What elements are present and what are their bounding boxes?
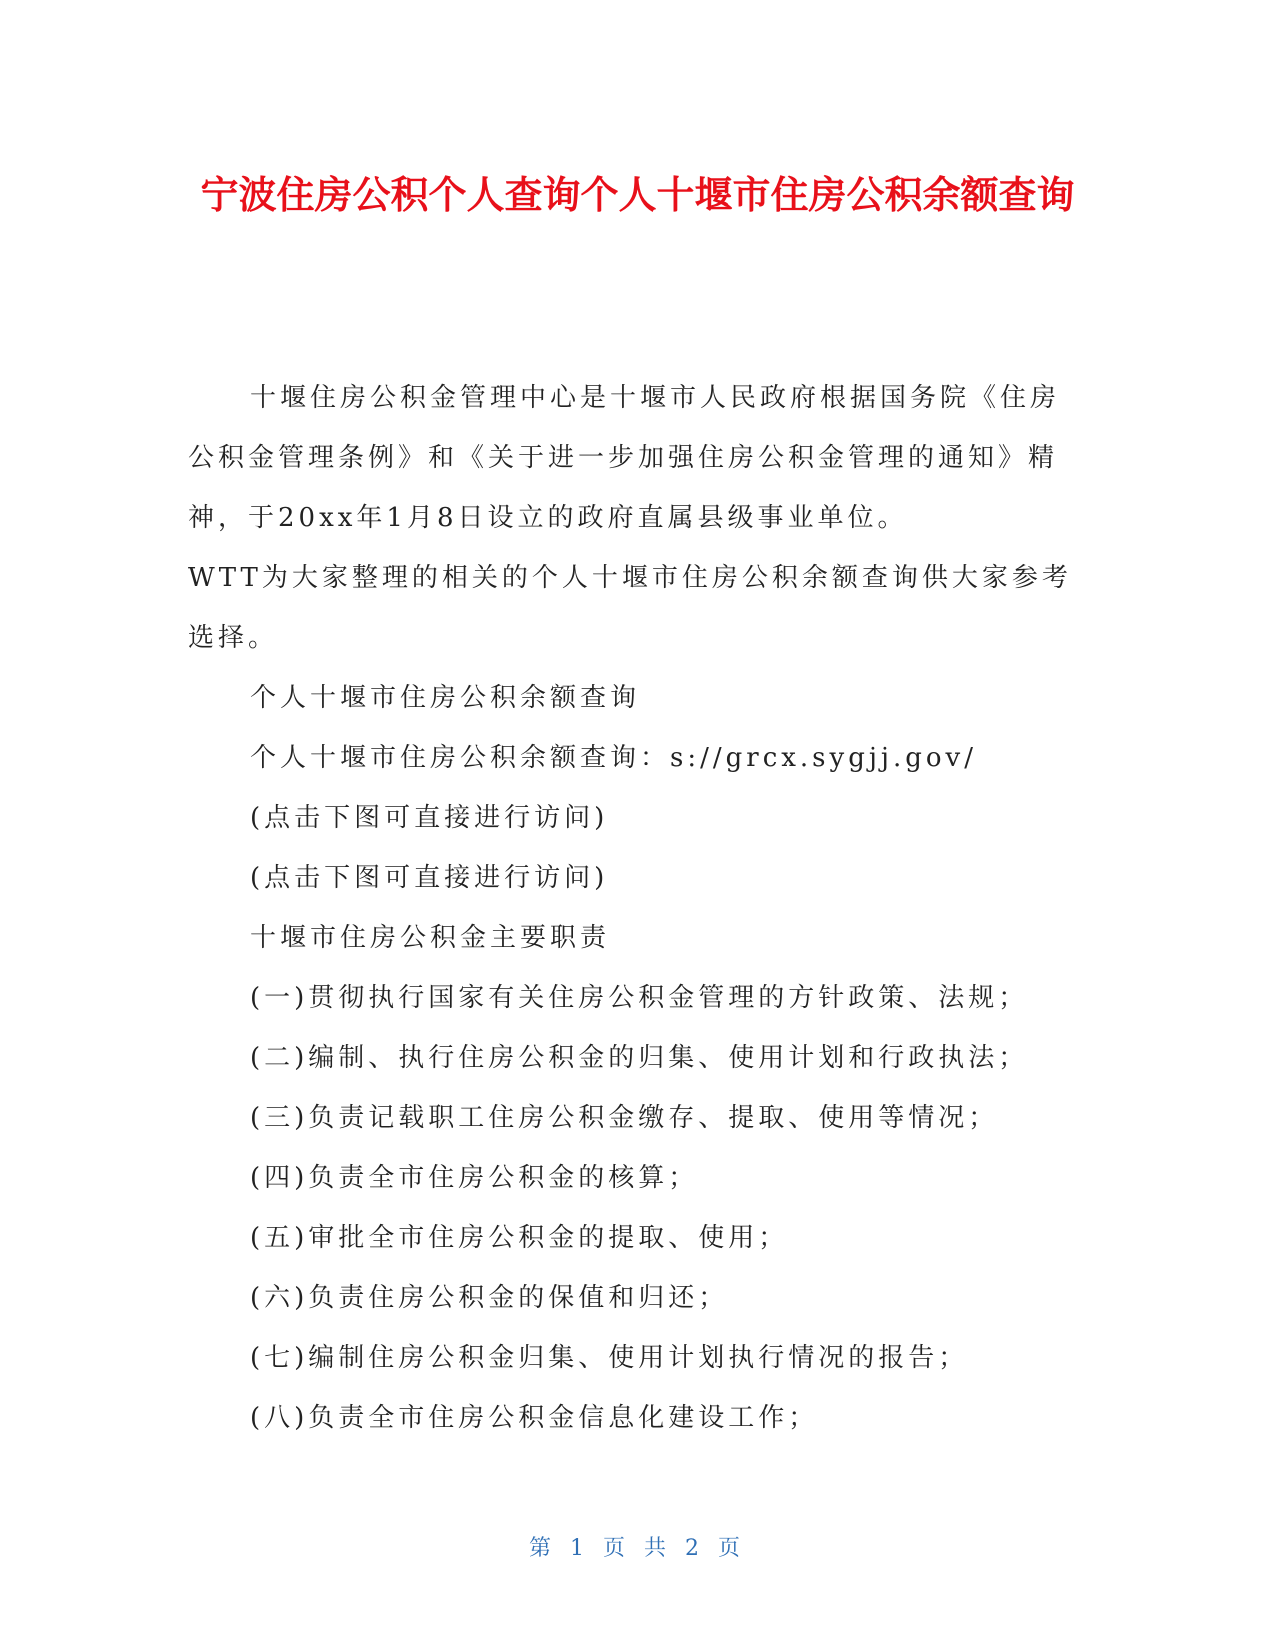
page-number-footer: 第 1 页 共 2 页 bbox=[529, 1536, 746, 1561]
reference-paragraph: WTT为大家整理的相关的个人十堰市住房公积余额查询供大家参考选择。 bbox=[188, 563, 1072, 653]
section-heading-query: 个人十堰市住房公积余额查询 bbox=[250, 683, 641, 713]
duty-item: (四)负责全市住房公积金的核算； bbox=[250, 1163, 699, 1193]
intro-paragraph: 十堰住房公积金管理中心是十堰市人民政府根据国务院《住房公积金管理条例》和《关于进一步加强住房公积金管理的通知》精神，于20xx年1月8日设立的政府直属县级事业单位。 bbox=[188, 383, 1061, 533]
document-title: 宁波住房公积个人查询个人十堰市住房公积余额查询 bbox=[200, 173, 1075, 217]
click-hint-line: (点击下图可直接进行访问) bbox=[250, 803, 609, 833]
duty-item: (一)贯彻执行国家有关住房公积金管理的方针政策、法规； bbox=[250, 983, 1029, 1013]
duty-item: (六)负责住房公积金的保值和归还； bbox=[250, 1283, 729, 1313]
document-body bbox=[188, 368, 1078, 1448]
click-hint-line: (点击下图可直接进行访问) bbox=[250, 863, 609, 893]
section-heading-duties: 十堰市住房公积金主要职责 bbox=[250, 923, 611, 953]
duty-item: (三)负责记载职工住房公积金缴存、提取、使用等情况； bbox=[250, 1103, 999, 1133]
duty-item: (七)编制住房公积金归集、使用计划执行情况的报告； bbox=[250, 1343, 969, 1373]
query-url-line: 个人十堰市住房公积余额查询：s://grcx.sygjj.gov/ bbox=[250, 743, 977, 773]
duty-item: (八)负责全市住房公积金信息化建设工作； bbox=[250, 1403, 819, 1433]
duty-item: (五)审批全市住房公积金的提取、使用； bbox=[250, 1223, 789, 1253]
duty-item: (二)编制、执行住房公积金的归集、使用计划和行政执法； bbox=[250, 1043, 1029, 1073]
